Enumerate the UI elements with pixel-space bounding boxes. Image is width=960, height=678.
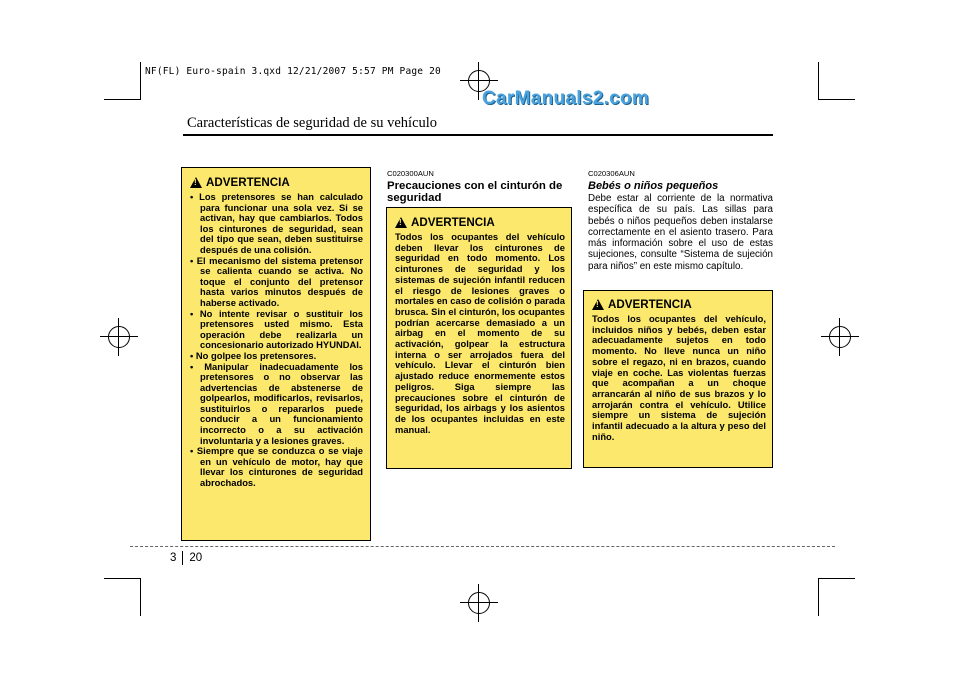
- registration-mark-icon: [460, 602, 498, 603]
- warning-body: Todos los ocupantes del vehículo deben llevar los cinturones de seguridad en todo momento. Los cinturones de seguridad y los sistemas de sujeción infantil reducen el riesgo de lesiones graves o mortales en caso de colisión o parada brusca. Sin el cinturón, los ocupantes podrían acercarse demasiado a un airbag en el momento de su activación, golpear la estructura interna o ser arrojados fuera del vehículo. Llevar el cinturón bien ajustado reduce enormemente estos peligros. Siga siempre las precauciones sobre el cinturón de seguridad, los airbags y los asientos de los ocupantes incluidas en este manual.: [395, 231, 565, 435]
- footer-rule: [130, 546, 835, 547]
- registration-mark-icon: [829, 326, 851, 348]
- warning-list-item: • Siempre que se conduzca o se viaje en un vehículo de motor, hay que llevar los cinturones de seguridad abrochados.: [190, 446, 363, 488]
- warning-box-pretensioners: [181, 167, 371, 541]
- registration-mark-icon: [478, 584, 479, 622]
- warning-box-seatbelt: [386, 207, 572, 469]
- section-code: C020306AUN: [588, 169, 635, 178]
- warning-heading-text: ADVERTENCIA: [206, 176, 290, 189]
- page-number-value: 20: [189, 552, 203, 565]
- header-rule: [183, 134, 773, 136]
- crop-mark: [819, 578, 855, 579]
- registration-mark-icon: [821, 336, 859, 337]
- section-subheading: Bebés o niños pequeños: [588, 180, 719, 192]
- warning-list-item: • Manipular inadecuadamente los pretensores o no observar las advertencias de abstenerse de golpearlos, modificarlos, revisarlos, sustituirlos o repararlos puede conducir a un funcionamiento incorrecto o a su activación involuntaria y a lesiones graves.: [190, 362, 363, 447]
- page-number-separator: [182, 551, 183, 565]
- registration-mark-icon: [100, 336, 138, 337]
- crop-mark: [104, 99, 140, 100]
- crop-mark: [819, 99, 855, 100]
- section-heading: Precauciones con el cinturón de seguridad: [387, 180, 563, 204]
- registration-mark-icon: [478, 62, 479, 100]
- site-watermark: CarManuals2.com: [482, 88, 650, 109]
- warning-body: Todos los ocupantes del vehículo, incluidos niños y bebés, deben estar adecuadamente sujetos en todo momento. No lleve nunca un niño sobre el regazo, ni en brazos, cuando viaje en coche. Las violentas fuerzas que acompañan a un choque arrancarán al niño de sus brazos y lo arrojarán contra el vehículo. Utilice siempre un sistema de sujeción infantil adecuado a la altura y peso del niño.: [592, 313, 766, 442]
- body-paragraph: Debe estar al corriente de la normativa específica de su país. Las sillas para bebés o niños pequeños deben instalarse correctamente en el asiento trasero. Para más información sobre el uso de estas sujeciones, consulte “Sistema de sujeción para niños” en este mismo capítulo.: [588, 193, 773, 272]
- chapter-number: 3: [170, 552, 177, 565]
- crop-mark: [818, 62, 819, 100]
- registration-mark-icon: [468, 592, 490, 614]
- registration-mark-icon: [839, 318, 840, 356]
- warning-list-item: • No intente revisar o sustituir los pretensores usted mismo. Esta operación debe realizarla un concesionario autorizado HYUNDAI.: [190, 309, 363, 351]
- crop-mark: [140, 578, 141, 616]
- registration-mark-icon: [118, 318, 119, 356]
- warning-list-item: • Los pretensores se han calculado para funcionar una sola vez. Si se activan, hay que cambiarlos. Todos los cinturones de seguridad, sean del tipo que sean, deben sustituirse después de una colisión.: [190, 192, 363, 256]
- print-file-info: NF(FL) Euro-spain 3.qxd 12/21/2007 5:57 PM Page 20: [145, 66, 441, 77]
- warning-heading-text: ADVERTENCIA: [411, 216, 495, 229]
- warning-heading-text: ADVERTENCIA: [608, 298, 692, 311]
- warning-list-item: • El mecanismo del sistema pretensor se calienta cuando se activa. No toque el conjunto del pretensor hasta varios minutos después de haberse activado.: [190, 256, 363, 309]
- warning-box-children: [583, 290, 773, 468]
- warning-heading: [395, 216, 565, 229]
- section-title: Características de seguridad de su vehículo: [187, 115, 438, 131]
- crop-mark: [104, 578, 140, 579]
- section-code: C020300AUN: [387, 169, 434, 178]
- registration-mark-icon: [108, 326, 130, 348]
- warning-list-item: • No golpee los pretensores.: [190, 351, 363, 362]
- warning-heading: [592, 298, 766, 311]
- warning-triangle-icon: [190, 177, 202, 188]
- crop-mark: [818, 578, 819, 616]
- warning-list: [190, 192, 363, 489]
- page-number: [170, 551, 202, 565]
- warning-heading: [190, 176, 363, 189]
- registration-mark-icon: [460, 80, 498, 81]
- warning-triangle-icon: [395, 217, 407, 228]
- crop-mark: [140, 62, 141, 100]
- warning-triangle-icon: [592, 299, 604, 310]
